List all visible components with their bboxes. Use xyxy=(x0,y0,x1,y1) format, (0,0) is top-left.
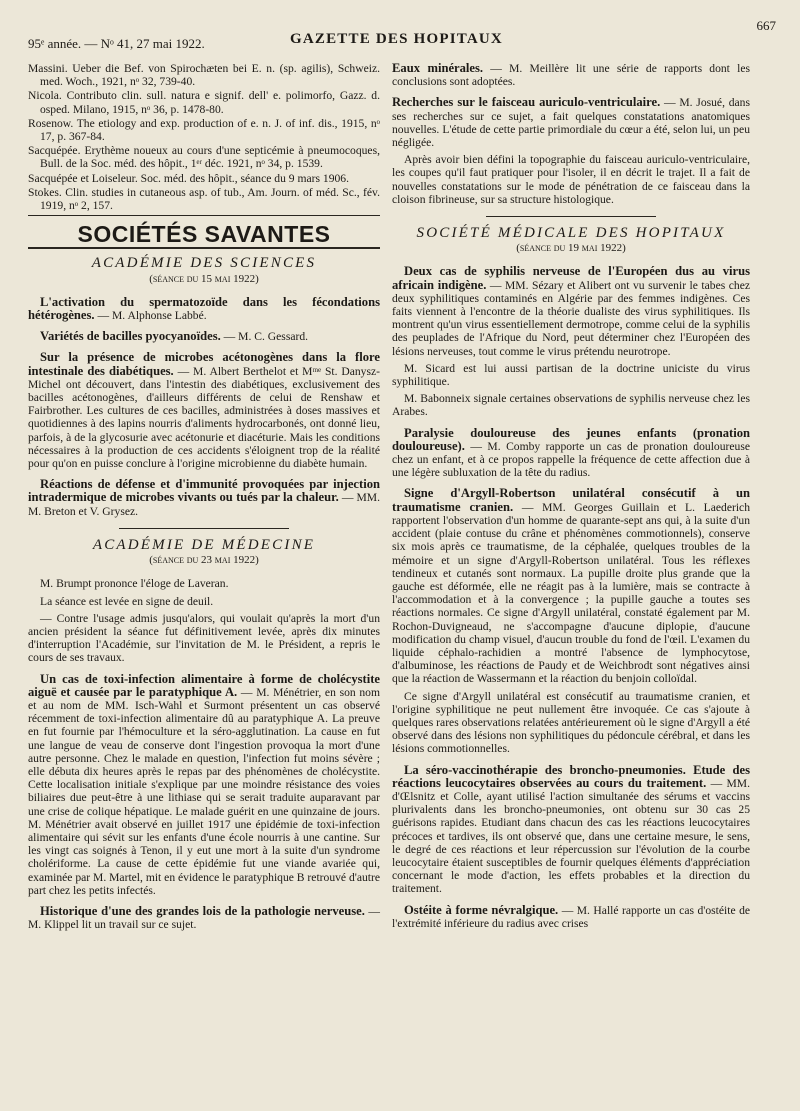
entry-text: — MM. d'Œlsnitz et Colle, ayant utilisé l'action simultanée des sérums et vaccins plurivalents dans les broncho-pneumonies, ont obtenu sur 30 cas 25 guérisons rapides. Etudiant dans chacun des cas les réactions leucocytaires précoces et tardives, ils ont observé que, dans une certaine mesure, le sens, le degré de ces réactions et leur répercussion sur l'évolution de la courbe leucocytaire étaient susceptibles de fournir quelques éléments d'appréciation concernant le mode d'action, les effets probables et la direction du traitement. xyxy=(392,776,750,896)
right-column xyxy=(392,62,750,938)
entry-title: L'activation du spermatozoïde dans les fécondations hétérogènes. xyxy=(28,294,380,323)
medecine-entry xyxy=(392,62,750,88)
societe-medicale-title: SOCIÉTÉ MÉDICALE DES HOPITAUX xyxy=(416,225,726,242)
entry-text: M. Sicard est lui aussi partisan de la doctrine uniciste du virus syphilitique. xyxy=(392,361,750,389)
left-column xyxy=(28,62,380,939)
academie-sciences-title: ACADÉMIE DES SCIENCES xyxy=(91,255,317,272)
entry-title: Variétés de bacilles pyocyanoïdes. xyxy=(40,329,221,344)
entry-text: — M. Comby rapporte un cas de pronation douloureuse chez un enfant, et à ce propos rappelle la fréquence de cette affection due à une légère subluxation de la tête du radius. xyxy=(392,439,750,480)
page-number: 667 xyxy=(756,18,776,33)
entry-text: — MM. Sézary et Alibert ont vu survenir le tabes chez deux syphilitiques contaminés en Algérie par des femmes indigènes. Ces faits viennent à l'encontre de la théorie dualiste des virus syphilitiques. Ils montrent qu'un virus essentiellement dermotrope, comme celui de la syphilis des peuplades de l'Afrique du Nord, peut déterminer chez l'Européen des lésions nerveuses, tout comme le virus prétendu neurotrope. xyxy=(392,278,750,358)
entry-text: Ce signe d'Argyll unilatéral est consécutif au traumatisme cranien, et l'origine syphilitique ne peut nullement être invoquée. Ce cas s'ajoute à quelques rares observations relatées antérieurement où le signe d'Argyll a été observé dans des lésions non syphilitiques du pédoncule cérébral, et dans les lésions commotionnelles. xyxy=(392,689,750,756)
intro-paragraph: — Contre l'usage admis jusqu'alors, qui voulait qu'après la mort d'un ancien président la séance fut définitivement levée, après dix minutes d'interruption l'Académie, sur l'invitation de M. le Président, a repris le cours de ses travaux. xyxy=(28,611,380,665)
entry-title: Deux cas de syphilis nerveuse de l'Européen dus au virus africain indigène. xyxy=(392,264,750,292)
societe-entry xyxy=(392,904,750,930)
academie-medecine-title: ACADÉMIE DE MÉDECINE xyxy=(92,536,316,553)
divider xyxy=(119,528,289,529)
entry-text: — M. Meillère lit une série de rapports dont les conclusions sont adoptées. xyxy=(392,62,750,89)
divider xyxy=(28,215,380,216)
entry-title: Recherches sur le faisceau auriculo-ventriculaire. xyxy=(392,95,661,110)
bibliography-entry: Stokes. Clin. studies in cutaneous asp. of tub., Am. Journ. of méd. Sc., fév. 1919, nᵒ 2, 157. xyxy=(28,185,380,213)
societe-entry xyxy=(392,487,750,755)
entry-text: — M. Alphonse Labbé. xyxy=(97,309,207,323)
page-header xyxy=(28,18,776,52)
entry-text: — M. Klippel lit un travail sur ce sujet. xyxy=(28,904,380,932)
sciences-entry xyxy=(28,351,380,470)
section-title: SOCIÉTÉS SAVANTES xyxy=(77,221,331,248)
bibliography-entry: Nicola. Contributo clin. sull. natura e signif. dell' e. polimorfo, Gazz. d. osped. Milano, 1915, nᵒ 36, p. 1478-80. xyxy=(28,89,380,116)
entry-title: Paralysie douloureuse des jeunes enfants (pronation douloureuse). xyxy=(392,425,750,453)
societe-entry xyxy=(392,764,750,896)
medecine-entry xyxy=(392,96,750,206)
entry-text: — M. C. Gessard. xyxy=(223,330,309,344)
sciences-entry xyxy=(28,296,380,322)
entry-text: — M. Ménétrier, en son nom et au nom de MM. Isch-Wahl et Surmont présentent un cas observé récemment de toxi-infection alimentaire dû au paratyphique A. La preuve en fut fournie par l'hémoculture et la séro-agglutination. La cause en fut une langue de veau de conserve dont l'ingestion provoqua la mort d'une autre personne. Chez le malade en question, l'infection fut moins sévère ; elle débuta dix heures après le repas par des phénomènes de cholécystite. Cette localisation initiale s'explique par une moindre résistance des voies biliaires due peut-être à une lithiase qui se serait traduite auparavant par une crise de colique hépatique. Le malade guérit en une quinzaine de jours. M. Ménétrier avait observé en juillet 1917 une épidémie de toxi-infection alimentaire qui sévit sur les enfants d'une école nourris à une cantine. Sur les vingt cas soignés à Tenon, il y eut une mort à la suite d'un syndrome cholériforme. La cause de cette épidémie fut une viande avariée qui, examinée par M. Martel, mit en évidence le paratyphique B retrouvé d'autre part chez les petits infectés. xyxy=(28,685,381,897)
entry-text: — M. Albert Berthelot et Mᵐᵉ St. Danysz-Michel ont découvert, dans l'intestin des diabétiques, exclusivement des bacilles acétonogènes, d'ailleurs différents de celui de Renshaw et Fairbrother. Les cultures de ces bacilles, administrées à doses massives et quotidiennes à des lapins nourris d'aliments hydrocarbonés, ont donné lieu, parfois, à de la glycosurie avec acétonurie et diacéturie. Mais les conditions nécessaires à la production de ces accidents s'éloignent trop de la réalité pour qu'on en puisse conclure à l'origine microbienne du diabète humain. xyxy=(28,364,380,471)
entry-title: La séro-vaccinothérapie des broncho-pneumonies. Etude des réactions leucocytaires observées au cours du traitement. xyxy=(392,762,750,790)
medecine-entry xyxy=(28,905,380,931)
entry-text: — MM. Georges Guillain et L. Laederich rapportent l'observation d'un homme de quarante-sept ans qui, à la suite d'un accident (plaie contuse du crâne et phénomènes commotionnels), conserve six mois après ce traumatisme, de la céphalée, quelques troubles de la mémoire et un signe d'Argyll-Robertson unilatéral. Tous les réflexes tendineux et cutanés sont normaux. La pupille droite plus grande que la gauche est déformée, elle ne réagit pas à la lumière, mais se contracte à l'accommodation et à la convergence ; la pupille gauche a toutes ses réactions normales. Ce signe d'Argyll unilatéral, constaté également par M. Rochon-Duvigneaud, ne s'accompagne d'aucune diplopie, d'aucune modification du champ visuel, d'aucun trouble du fond de l'œil. L'examen du liquide céphalo-rachidien a montré l'absence de lymphocytose, d'albuminose, les réactions de Paudy et de Weichbrodt sont négatives ainsi que la réaction de Wassermann et la réaction du benjoin colloïdal. xyxy=(392,500,750,686)
entry-title: Historique d'une des grandes lois de la pathologie nerveuse. xyxy=(40,903,365,918)
journal-title: GAZETTE DES HOPITAUX xyxy=(290,31,503,47)
entry-title: Signe d'Argyll-Robertson unilatéral consécutif à un traumatisme cranien. xyxy=(392,486,750,514)
divider xyxy=(28,247,380,249)
entry-title: Eaux minérales. xyxy=(392,61,484,75)
bibliography-entry: Rosenow. The etiology and exp. production of e. n. J. of inf. dis., 1915, nᵒ 17, p. 367-84. xyxy=(28,116,380,144)
entry-text: — M. Hallé rapporte un cas d'ostéite de l'extrémité inférieure du radius avec crises xyxy=(392,903,751,930)
entry-text: — MM. M. Breton et V. Grysez. xyxy=(28,491,380,518)
academie-medecine-session: (séance du 23 mai 1922) xyxy=(149,554,259,567)
societe-entry xyxy=(392,265,750,418)
societe-entry xyxy=(392,427,750,480)
entry-title: Sur la présence de microbes acétonogènes dans la flore intestinale des diabétiques. xyxy=(28,350,380,378)
entry-title: Ostéite à forme névralgique. xyxy=(404,902,559,917)
sciences-entry xyxy=(28,330,380,343)
entry-text: Après avoir bien défini la topographie du faisceau auriculo-ventriculaire, les coupes qu'il faut pratiquer pour l'isoler, il en décrit le trajet. Il a fait de nouvelles constatations sur le mode de pénétration de ce faisceau dans la cloison fibrineuse, sur sa structure histologique. xyxy=(392,153,750,206)
bibliography-entry: Sacquépée. Erythème noueux au cours d'une septicémie à pneumocoques, Bull. de la Soc. méd. des hôpit., 1ᵉʳ déc. 1921, nᵒ 34, p. 1539. xyxy=(28,144,380,171)
intro-paragraph: M. Brumpt prononce l'éloge de Laveran. xyxy=(40,577,229,591)
entry-text: M. Babonneix signale certaines observations de syphilis nerveuse chez les Arabes. xyxy=(392,392,750,419)
academie-sciences-session: (séance du 15 mai 1922) xyxy=(149,272,259,285)
bibliography-entry: Massini. Ueber die Bef. von Spirochæten bei E. n. (sp. agilis), Schweiz. med. Woch., 1921, nᵒ 32, 739-40. xyxy=(28,62,380,89)
issue-line: 95ᵉ année. — Nᵒ 41, 27 mai 1922. xyxy=(28,36,205,51)
medecine-entry xyxy=(28,673,380,897)
medecine-intro xyxy=(28,577,380,664)
bibliography-entry: Sacquépée et Loiseleur. Soc. méd. des hôpit., séance du 9 mars 1906. xyxy=(28,171,349,185)
entry-title: Un cas de toxi-infection alimentaire à forme de cholécystite aiguë et causée par le paratyphique A. xyxy=(28,671,380,699)
entry-title: Réactions de défense et d'immunité provoquées par injection intradermique de microbes vivants ou tués par la chaleur. xyxy=(28,477,380,505)
divider xyxy=(486,216,656,217)
bibliography xyxy=(28,62,380,212)
intro-paragraph: La séance est levée en signe de deuil. xyxy=(40,594,214,608)
societe-medicale-session: (séance du 19 mai 1922) xyxy=(516,242,626,255)
sciences-entry xyxy=(28,478,380,518)
entry-text: — M. Josué, dans ses recherches sur ce sujet, a fait quelques constatations anatomiques nouvelles. L'étude de cette partie primordiale du cœur a été, selon lui, un peu négligée. xyxy=(392,96,750,150)
